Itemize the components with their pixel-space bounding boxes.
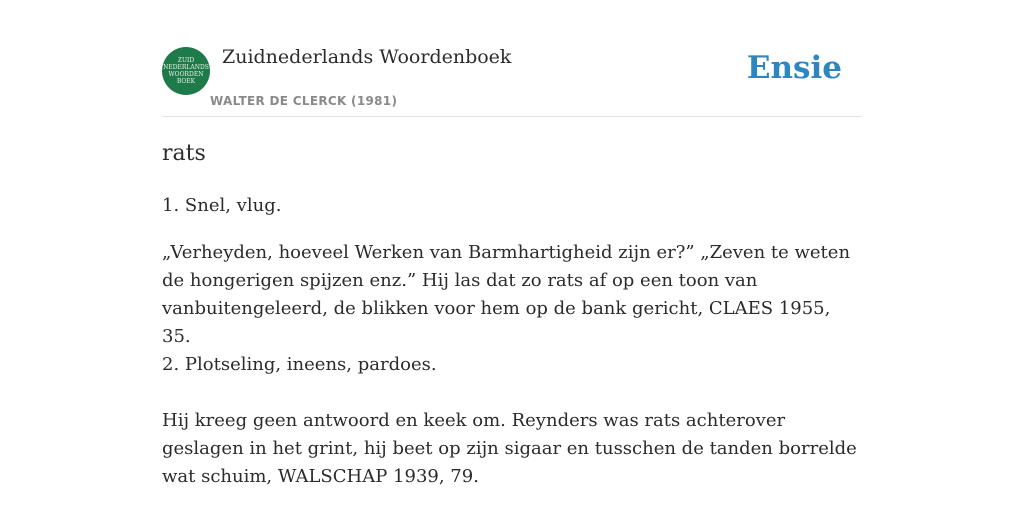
dictionary-title-link[interactable]: Zuidnederlands Woordenboek xyxy=(222,46,512,68)
logo-line: BOEK xyxy=(176,78,196,85)
sense-quote-1: „Verheyden, hoeveel Werken van Barmhartigheid zijn er?” „Zeven te weten de hongerigen spijzen enz.” Hij las dat zo rats af op een toon van vanbuitengeleerd, de blikken voor hem op de bank gericht, CLAES 1955, 35. xyxy=(162,242,851,347)
sense-quote-2: Hij kreeg geen antwoord en keek om. Reynders was rats achterover geslagen in het grint, hij beet op zijn sigaar en tusschen de tanden borrelde wat schuim, WALSCHAP 1939, 79. xyxy=(162,410,857,487)
site-header xyxy=(162,0,862,117)
sense-definition-1: 1. Snel, vlug. xyxy=(162,195,282,216)
dictionary-author: WALTER DE CLERCK (1981) xyxy=(210,94,398,108)
entry-headword: rats xyxy=(162,141,206,166)
logo-line: ZUID xyxy=(177,57,195,64)
dictionary-logo-icon[interactable] xyxy=(162,47,210,95)
logo-line: WOORDEN xyxy=(168,71,204,78)
page xyxy=(162,0,862,487)
sense-definition-2: 2. Plotseling, ineens, pardoes. xyxy=(162,354,437,375)
logo-line: NEDERLANDS xyxy=(163,64,209,71)
ensie-logo-link[interactable]: Ensie xyxy=(746,50,842,86)
